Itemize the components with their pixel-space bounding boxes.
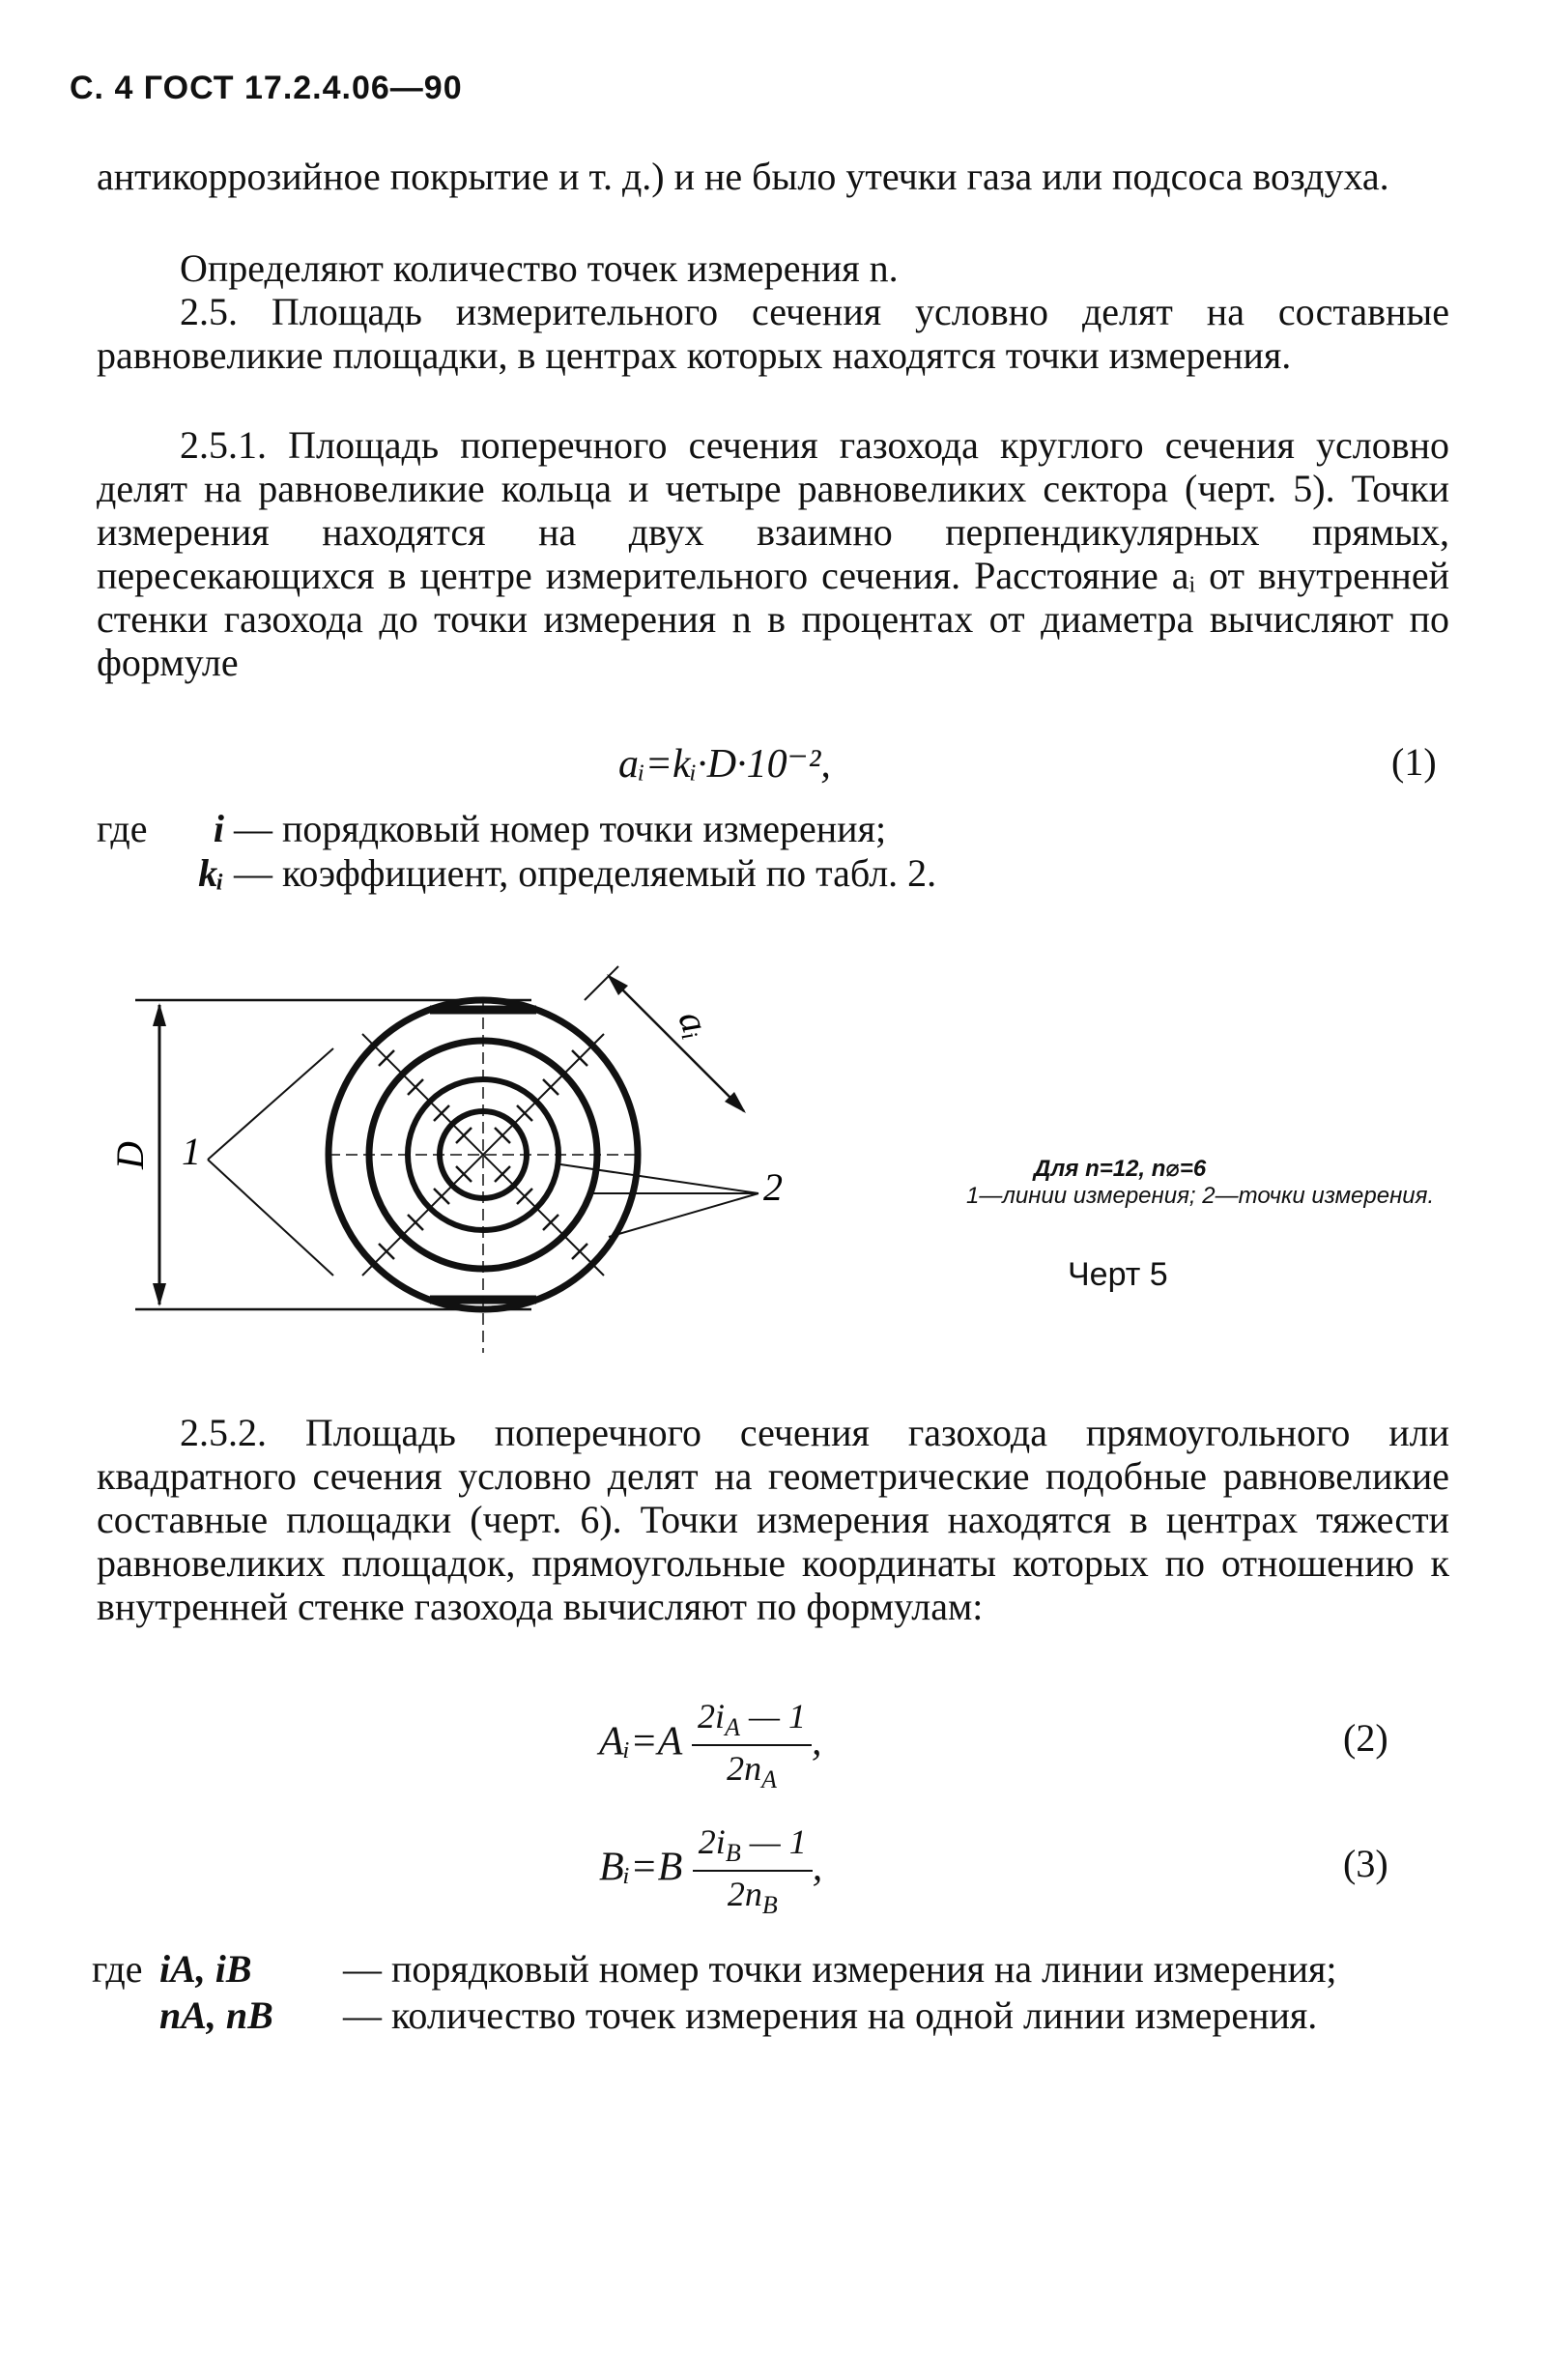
- label-distance-a: aᵢ: [670, 1005, 720, 1045]
- formula-2-num-sub: A: [725, 1713, 740, 1741]
- formula-3-num-sub: B: [725, 1839, 741, 1867]
- where-var: iA, iB: [159, 1947, 252, 1991]
- paragraph-count-points: Определяют количество точек измерения n.: [180, 246, 899, 290]
- where-var: nA, nB: [159, 1993, 273, 2037]
- formula-1: aᵢ=kᵢ·D·10⁻²,: [618, 742, 831, 787]
- where-block-1: [97, 807, 936, 896]
- formula-3-den-sub: B: [761, 1891, 778, 1919]
- where-desc: — порядковый номер точки измерения на линии измерения;: [343, 1947, 1337, 1991]
- label-measurement-points: 2: [763, 1165, 783, 1209]
- formula-3-num: 2i: [698, 1822, 726, 1861]
- formula-3-lhs: Bᵢ=B: [599, 1845, 683, 1890]
- formula-2-number: (2): [1343, 1716, 1388, 1760]
- formula-2-den-sub: A: [761, 1765, 777, 1793]
- formula-3-number: (3): [1343, 1842, 1388, 1885]
- where-desc: — порядковый номер точки измерения;: [234, 807, 887, 850]
- caption-line-2: 1—линии измерения; 2—точки измерения.: [966, 1183, 1435, 1209]
- paragraph-continuation: антикоррозийное покрытие и т. д.) и не было утечки газа или подсоса воздуха.: [97, 155, 1389, 198]
- paragraph-2-5-1: 2.5.1. Площадь поперечного сечения газохода круглого сечения условно делят на равновеликие кольца и четыре равновеликих сектора (черт. 5). Точки измерения находятся на двух взаимно перпендикулярных прямых, пересекающихся в центре измерительного сечения. Расстояние aᵢ от внутренней стенки газохода до точки измерения n в процентах от диаметра вычисляют по формуле: [97, 423, 1449, 684]
- where-1-row: [97, 851, 936, 896]
- duct-cross-section-diagram: [106, 957, 802, 1362]
- label-measurement-lines: 1: [182, 1130, 201, 1173]
- formula-1-number: (1): [1391, 740, 1437, 784]
- where-desc: — коэффициент, определяемый по табл. 2.: [234, 851, 937, 895]
- where-prefix: где: [97, 807, 148, 850]
- where-prefix: [92, 1993, 159, 2038]
- where-block-2: [92, 1947, 1454, 2038]
- formula-3-num-tail: — 1: [740, 1822, 807, 1861]
- formula-2-lhs: Aᵢ=A: [599, 1719, 682, 1764]
- caption-line-1: Для n=12, n⌀=6: [1034, 1156, 1207, 1182]
- where-2-row: [92, 1993, 1454, 2038]
- formula-2-num-tail: — 1: [739, 1697, 806, 1735]
- where-1-row: [97, 807, 936, 851]
- figure-title: Черт 5: [1068, 1256, 1168, 1293]
- where-var: kᵢ: [198, 851, 224, 895]
- formula-2-num: 2i: [698, 1697, 726, 1735]
- paragraph-2-5-2: 2.5.2. Площадь поперечного сечения газохода прямоугольного или квадратного сечения условно делят на геометрические подобные равновеликие составные площадки (черт. 6). Точки измерения находятся в центрах тяжести равновеликих площадок, прямоугольные координаты которых по отношению к внутренней стенке газохода вычисляют по формулам:: [97, 1411, 1449, 1628]
- paragraph-2-5: 2.5. Площадь измерительного сечения условно делят на составные равновеликие площадки, в центрах которых находятся точки измерения.: [97, 290, 1449, 377]
- where-desc: — количество точек измерения на одной линии измерения.: [343, 1993, 1318, 2037]
- where-prefix: где: [92, 1947, 143, 1991]
- formula-2-den: 2n: [727, 1749, 762, 1788]
- formula-2-fraction: [692, 1696, 812, 1794]
- where-2-row: [92, 1947, 1454, 1992]
- formula-2-tail: ,: [811, 1719, 822, 1764]
- formula-3-den: 2n: [727, 1875, 762, 1913]
- formula-3-fraction: [693, 1821, 813, 1920]
- formula-2: [599, 1696, 821, 1794]
- where-var: i: [213, 807, 224, 850]
- page-header: С. 4 ГОСТ 17.2.4.06—90: [70, 70, 463, 106]
- figure-caption: [966, 1155, 1434, 1210]
- label-diameter: D: [108, 1141, 152, 1169]
- formula-3-tail: ,: [812, 1845, 823, 1890]
- formula-3: [599, 1821, 822, 1920]
